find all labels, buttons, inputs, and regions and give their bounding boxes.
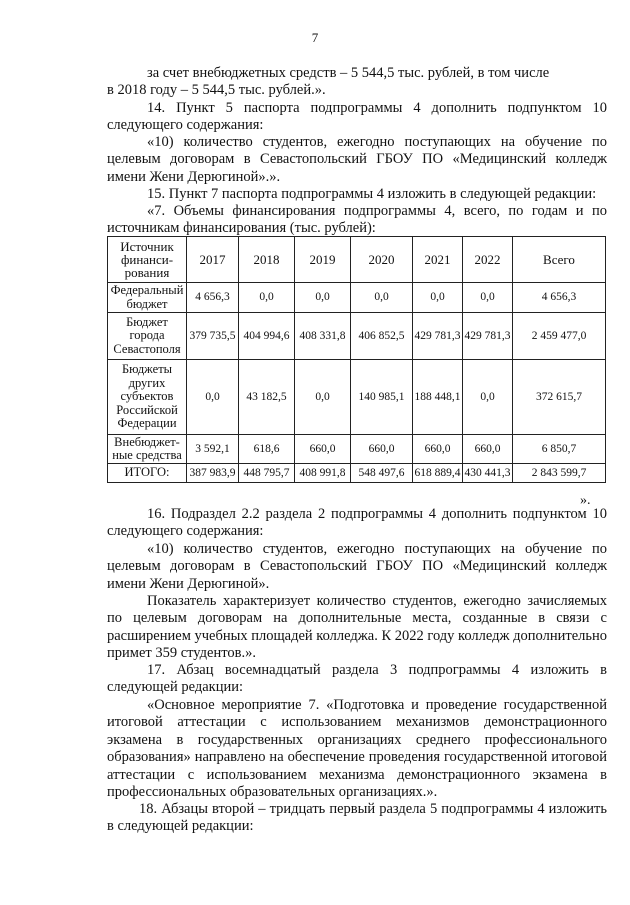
- table-header-cell: 2022: [463, 237, 513, 283]
- table-cell: 4 656,3: [513, 283, 606, 313]
- table-cell: 140 985,1: [351, 360, 413, 435]
- financing-table: [107, 236, 606, 483]
- intro-line: за счет внебюджетных средств – 5 544,5 тыс. рублей, в том числе: [147, 65, 550, 81]
- table-cell: 387 983,9: [187, 464, 239, 483]
- item-16-paragraph: Показатель характеризует количество студентов, ежегодно зачисляемых по целевым договорам на дополнительные места, созданные в связи с расширением учебных площадей колледжа. К 2022 году колледж дополнительно примет 359 студентов.».: [107, 593, 607, 662]
- table-cell: 618 889,4: [413, 464, 463, 483]
- table-cell: 0,0: [413, 283, 463, 313]
- row-source: Бюджет города Севастополя: [108, 313, 187, 360]
- table-header-cell: Всего: [513, 237, 606, 283]
- table-row: [108, 283, 606, 313]
- item-17-quote: «Основное мероприятие 7. «Подготовка и проведение государственной итоговой аттестации с использованием механизмов демонстрационного экзамена в государственных организациях среднего профессионального образования» направлено на обеспечение проведения государственной итоговой аттестации с использованием механизма демонстрационного экзамена в профессиональных образовательных организациях.».: [107, 697, 607, 801]
- table-cell: 430 441,3: [463, 464, 513, 483]
- table-cell: 548 497,6: [351, 464, 413, 483]
- table-cell: 2 843 599,7: [513, 464, 606, 483]
- table-cell: 2 459 477,0: [513, 313, 606, 360]
- table-header-cell: Источник финанси-рования: [108, 237, 187, 283]
- item-18: 18. Абзацы второй – тридцать первый раздела 5 подпрограммы 4 изложить в следующей редакции:: [107, 801, 607, 835]
- table-cell: 0,0: [295, 360, 351, 435]
- intro-paragraph: [107, 65, 607, 100]
- table-cell: 3 592,1: [187, 435, 239, 464]
- table-cell: 43 182,5: [239, 360, 295, 435]
- table-row: [108, 435, 606, 464]
- item-17: 17. Абзац восемнадцатый раздела 3 подпрограммы 4 изложить в следующей редакции:: [107, 662, 607, 696]
- table-header-row: [108, 237, 606, 283]
- table-cell: 372 615,7: [513, 360, 606, 435]
- table-cell: 4 656,3: [187, 283, 239, 313]
- row-source: Внебюджет-ные средства: [108, 435, 187, 464]
- table-cell: 0,0: [295, 283, 351, 313]
- table-cell: 406 852,5: [351, 313, 413, 360]
- item-14-quote: «10) количество студентов, ежегодно поступающих на обучение по целевым договорам в Севастопольский ГБОУ ПО «Медицинский колледж имени Жени Дерюгиной».».: [107, 134, 607, 185]
- table-cell: 0,0: [463, 360, 513, 435]
- table-header-cell: 2021: [413, 237, 463, 283]
- table-cell: 429 781,3: [463, 313, 513, 360]
- table-cell: 660,0: [463, 435, 513, 464]
- table-header-cell: 2018: [239, 237, 295, 283]
- item-15-quote: «7. Объемы финансирования подпрограммы 4, всего, по годам и по источникам финансирования (тыс. рублей):: [107, 203, 607, 237]
- table-row: [108, 313, 606, 360]
- table-cell: 404 994,6: [239, 313, 295, 360]
- table-cell: 379 735,5: [187, 313, 239, 360]
- table-cell: 408 991,8: [295, 464, 351, 483]
- table-cell: 429 781,3: [413, 313, 463, 360]
- table-cell: 0,0: [351, 283, 413, 313]
- page-number: 7: [311, 30, 319, 45]
- table-cell: 618,6: [239, 435, 295, 464]
- table-cell: 408 331,8: [295, 313, 351, 360]
- table-cell: 660,0: [295, 435, 351, 464]
- table-cell: 448 795,7: [239, 464, 295, 483]
- table-cell: 188 448,1: [413, 360, 463, 435]
- item-16-quote: «10) количество студентов, ежегодно поступающих на обучение по целевым договорам в Севастопольский ГБОУ ПО «Медицинский колледж имени Жени Дерюгиной».: [107, 541, 607, 592]
- table-cell: 660,0: [413, 435, 463, 464]
- item-14: 14. Пункт 5 паспорта подпрограммы 4 дополнить подпунктом 10 следующего содержания:: [107, 100, 607, 134]
- table-cell: 0,0: [187, 360, 239, 435]
- table-header-cell: 2019: [295, 237, 351, 283]
- table-cell: 6 850,7: [513, 435, 606, 464]
- row-source: Федеральный бюджет: [108, 283, 187, 313]
- table-cell: 0,0: [239, 283, 295, 313]
- table-header-cell: 2020: [351, 237, 413, 283]
- item-16: 16. Подраздел 2.2 раздела 2 подпрограммы 4 дополнить подпунктом 10 следующего содержания:: [107, 506, 607, 540]
- table-cell: 660,0: [351, 435, 413, 464]
- table-total-row: [108, 464, 606, 483]
- row-source: ИТОГО:: [108, 464, 187, 483]
- table-header-cell: 2017: [187, 237, 239, 283]
- table-cell: 0,0: [463, 283, 513, 313]
- item-15: 15. Пункт 7 паспорта подпрограммы 4 изложить в следующей редакции:: [147, 186, 597, 202]
- intro-line: в 2018 году – 5 544,5 тыс. рублей.».: [107, 82, 326, 99]
- table-closing-mark: ».: [580, 493, 591, 508]
- row-source: Бюджеты других субъектов Российской Федерации: [108, 360, 187, 435]
- table-row: [108, 360, 606, 435]
